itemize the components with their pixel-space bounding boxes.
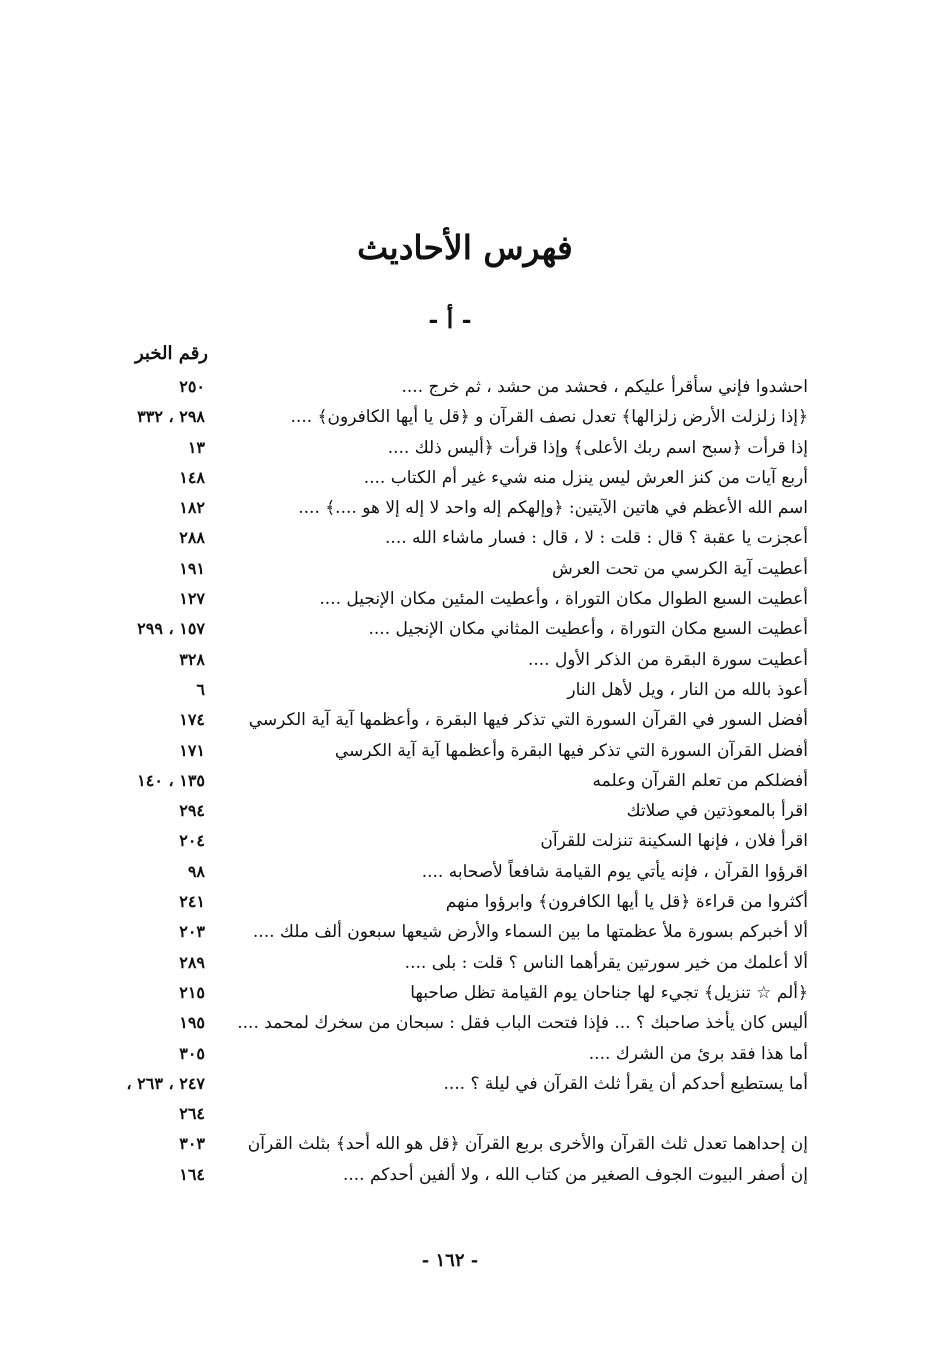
index-entry: [0, 645, 930, 675]
entry-text: أفضل السور في القرآن السورة التي تذكر فيها البقرة ، وأعظمها آية آية الكرسي: [248, 710, 808, 731]
entry-text: أعجزت يا عقبة ؟ قال : قلت : لا ، قال : فسار ماشاء الله ....: [385, 528, 808, 549]
index-entry: [0, 523, 930, 553]
entry-text: أربع آيات من كنز العرش ليس ينزل منه شيء غير أم الكتاب ....: [363, 467, 808, 488]
index-entry: [0, 584, 930, 614]
hadith-index-list: [0, 372, 930, 1190]
entry-number: ١٧٤: [179, 710, 205, 730]
index-entry: [0, 705, 930, 735]
entry-text: أعطيت آية الكرسي من تحت العرش: [552, 558, 808, 579]
entry-number: ٣٠٥: [179, 1043, 205, 1063]
entry-text: إن أصفر البيوت الجوف الصغير من كتاب الله ، ولا ألفين أحدكم ....: [342, 1164, 808, 1185]
index-entry: [0, 857, 930, 887]
index-entry: [0, 917, 930, 947]
index-entry: [0, 433, 930, 463]
entry-number: ١٨٢: [179, 498, 205, 518]
entry-text: اقرأ فلان ، فإنها السكينة تنزلت للقرآن: [540, 831, 808, 852]
entry-number: ٢٤٧ ، ٢٦٣ ،: [126, 1073, 205, 1093]
entry-number: ٢٦٤: [179, 1104, 205, 1124]
index-entry: [0, 554, 930, 584]
index-entry: [0, 1160, 930, 1190]
entry-text: أما هذا فقد برئ من الشرك ....: [588, 1043, 808, 1064]
entry-text: اسم الله الأعظم في هاتين الآيتين: ﴿وإلهكم إله واحد لا إله إلا هو ....﴾ ....: [298, 498, 808, 519]
index-entry: [0, 402, 930, 432]
entry-text: أعوذ بالله من النار ، ويل لأهل النار: [567, 679, 808, 700]
entry-number: ٣٠٣: [179, 1134, 205, 1154]
entry-text: اقرؤوا القرآن ، فإنه يأتي يوم القيامة شافعاً لأصحابه ....: [421, 861, 808, 882]
index-entry: [0, 796, 930, 826]
entry-number: ١٥٧ ، ٢٩٩: [137, 619, 205, 639]
entry-number: ٣٢٨: [179, 649, 205, 669]
entry-text: ألا أخبركم بسورة ملأ عظمتها ما بين السماء والأرض شيعها سبعون ألف ملك ....: [252, 922, 808, 943]
entry-text: احشدوا فإني سأقرأ عليكم ، فحشد من حشد ، ثم خرج ....: [401, 377, 808, 397]
page-title: فهرس الأحاديث: [357, 228, 573, 267]
entry-text: ﴿ألم ☆ تنزيل﴾ تجيء لها جناحان يوم القيامة تظل صاحبها: [410, 982, 808, 1003]
entry-number: ٢٠٤: [179, 831, 205, 851]
index-entry: [0, 463, 930, 493]
entry-number: ١٤٨: [179, 467, 205, 487]
entry-number: ٢٤١: [179, 892, 205, 912]
entry-number: ١٢٧: [179, 589, 205, 609]
entry-text: ألا أعلمك من خير سورتين يقرأهما الناس ؟ قلت : بلى ....: [404, 952, 808, 973]
column-header-report-number: رقم الخبر: [134, 343, 208, 364]
index-entry: [0, 736, 930, 766]
entry-text: أكثروا من قراءة ﴿قل يا أيها الكافرون﴾ وابرؤوا منهم: [445, 892, 808, 913]
entry-number: ١٩١: [179, 558, 205, 578]
entry-number: ١٦٤: [179, 1164, 205, 1184]
entry-number: ٩٨: [187, 861, 205, 881]
index-entry: [0, 1099, 930, 1129]
index-entry: [0, 1008, 930, 1038]
entry-text: أعطيت سورة البقرة من الذكر الأول ....: [527, 649, 808, 670]
entry-text: أفضل القرآن السورة التي تذكر فيها البقرة وأعظمها آية آية الكرسي: [334, 740, 808, 761]
entry-number: ٢٩٨ ، ٣٣٢: [137, 407, 205, 427]
entry-text: أما يستطيع أحدكم أن يقرأ ثلث القرآن في ليلة ؟ ....: [443, 1073, 808, 1094]
entry-text: ﴿إذا زلزلت الأرض زلزالها﴾ تعدل نصف القرآن و ﴿قل يا أيها الكافرون﴾ ....: [290, 407, 808, 428]
index-entry: [0, 493, 930, 523]
entry-number: ١٣: [187, 437, 205, 457]
entry-number: ٢٨٩: [179, 952, 205, 972]
entry-text: أعطيت السبع مكان التوراة ، وأعطيت المثاني مكان الإنجيل ....: [368, 619, 808, 640]
index-entry: [0, 1069, 930, 1099]
index-entry: [0, 1039, 930, 1069]
section-letter-heading: - أ -: [428, 305, 472, 334]
index-entry: [0, 948, 930, 978]
entry-number: ٢٩٤: [179, 801, 205, 821]
entry-text: أليس كان يأخذ صاحبك ؟ ... فإذا فتحت الباب فقل : سبحان من سخرك لمحمد ....: [237, 1013, 808, 1034]
page-number: - ١٦٢ -: [421, 1250, 479, 1271]
index-entry: [0, 675, 930, 705]
index-entry: [0, 372, 930, 402]
entry-number: ٦: [196, 679, 205, 699]
entry-number: ٢٠٣: [179, 922, 205, 942]
index-entry: [0, 766, 930, 796]
entry-text: أعطيت السبع الطوال مكان التوراة ، وأعطيت المئين مكان الإنجيل ....: [319, 589, 808, 610]
entry-number: ٢٥٠: [179, 377, 205, 396]
entry-text: أفضلكم من تعلم القرآن وعلمه: [592, 770, 808, 791]
entry-number: ١٧١: [179, 740, 205, 760]
entry-text: اقرأ بالمعوذتين في صلاتك: [626, 801, 808, 822]
entry-text: إذا قرأت ﴿سبح اسم ربك الأعلى﴾ وإذا قرأت ﴿أليس ذلك ....: [387, 437, 808, 458]
index-entry: [0, 978, 930, 1008]
index-entry: [0, 826, 930, 856]
index-entry: [0, 1129, 930, 1159]
entry-number: ١٣٥ ، ١٤٠: [137, 770, 205, 790]
entry-number: ١٩٥: [179, 1013, 205, 1033]
index-entry: [0, 887, 930, 917]
entry-number: ٢١٥: [179, 982, 205, 1002]
entry-text: إن إحداهما تعدل ثلث القرآن والأخرى بربع القرآن ﴿قل هو الله أحد﴾ بثلث القرآن: [247, 1134, 808, 1155]
entry-number: ٢٨٨: [179, 528, 205, 548]
index-entry: [0, 614, 930, 644]
